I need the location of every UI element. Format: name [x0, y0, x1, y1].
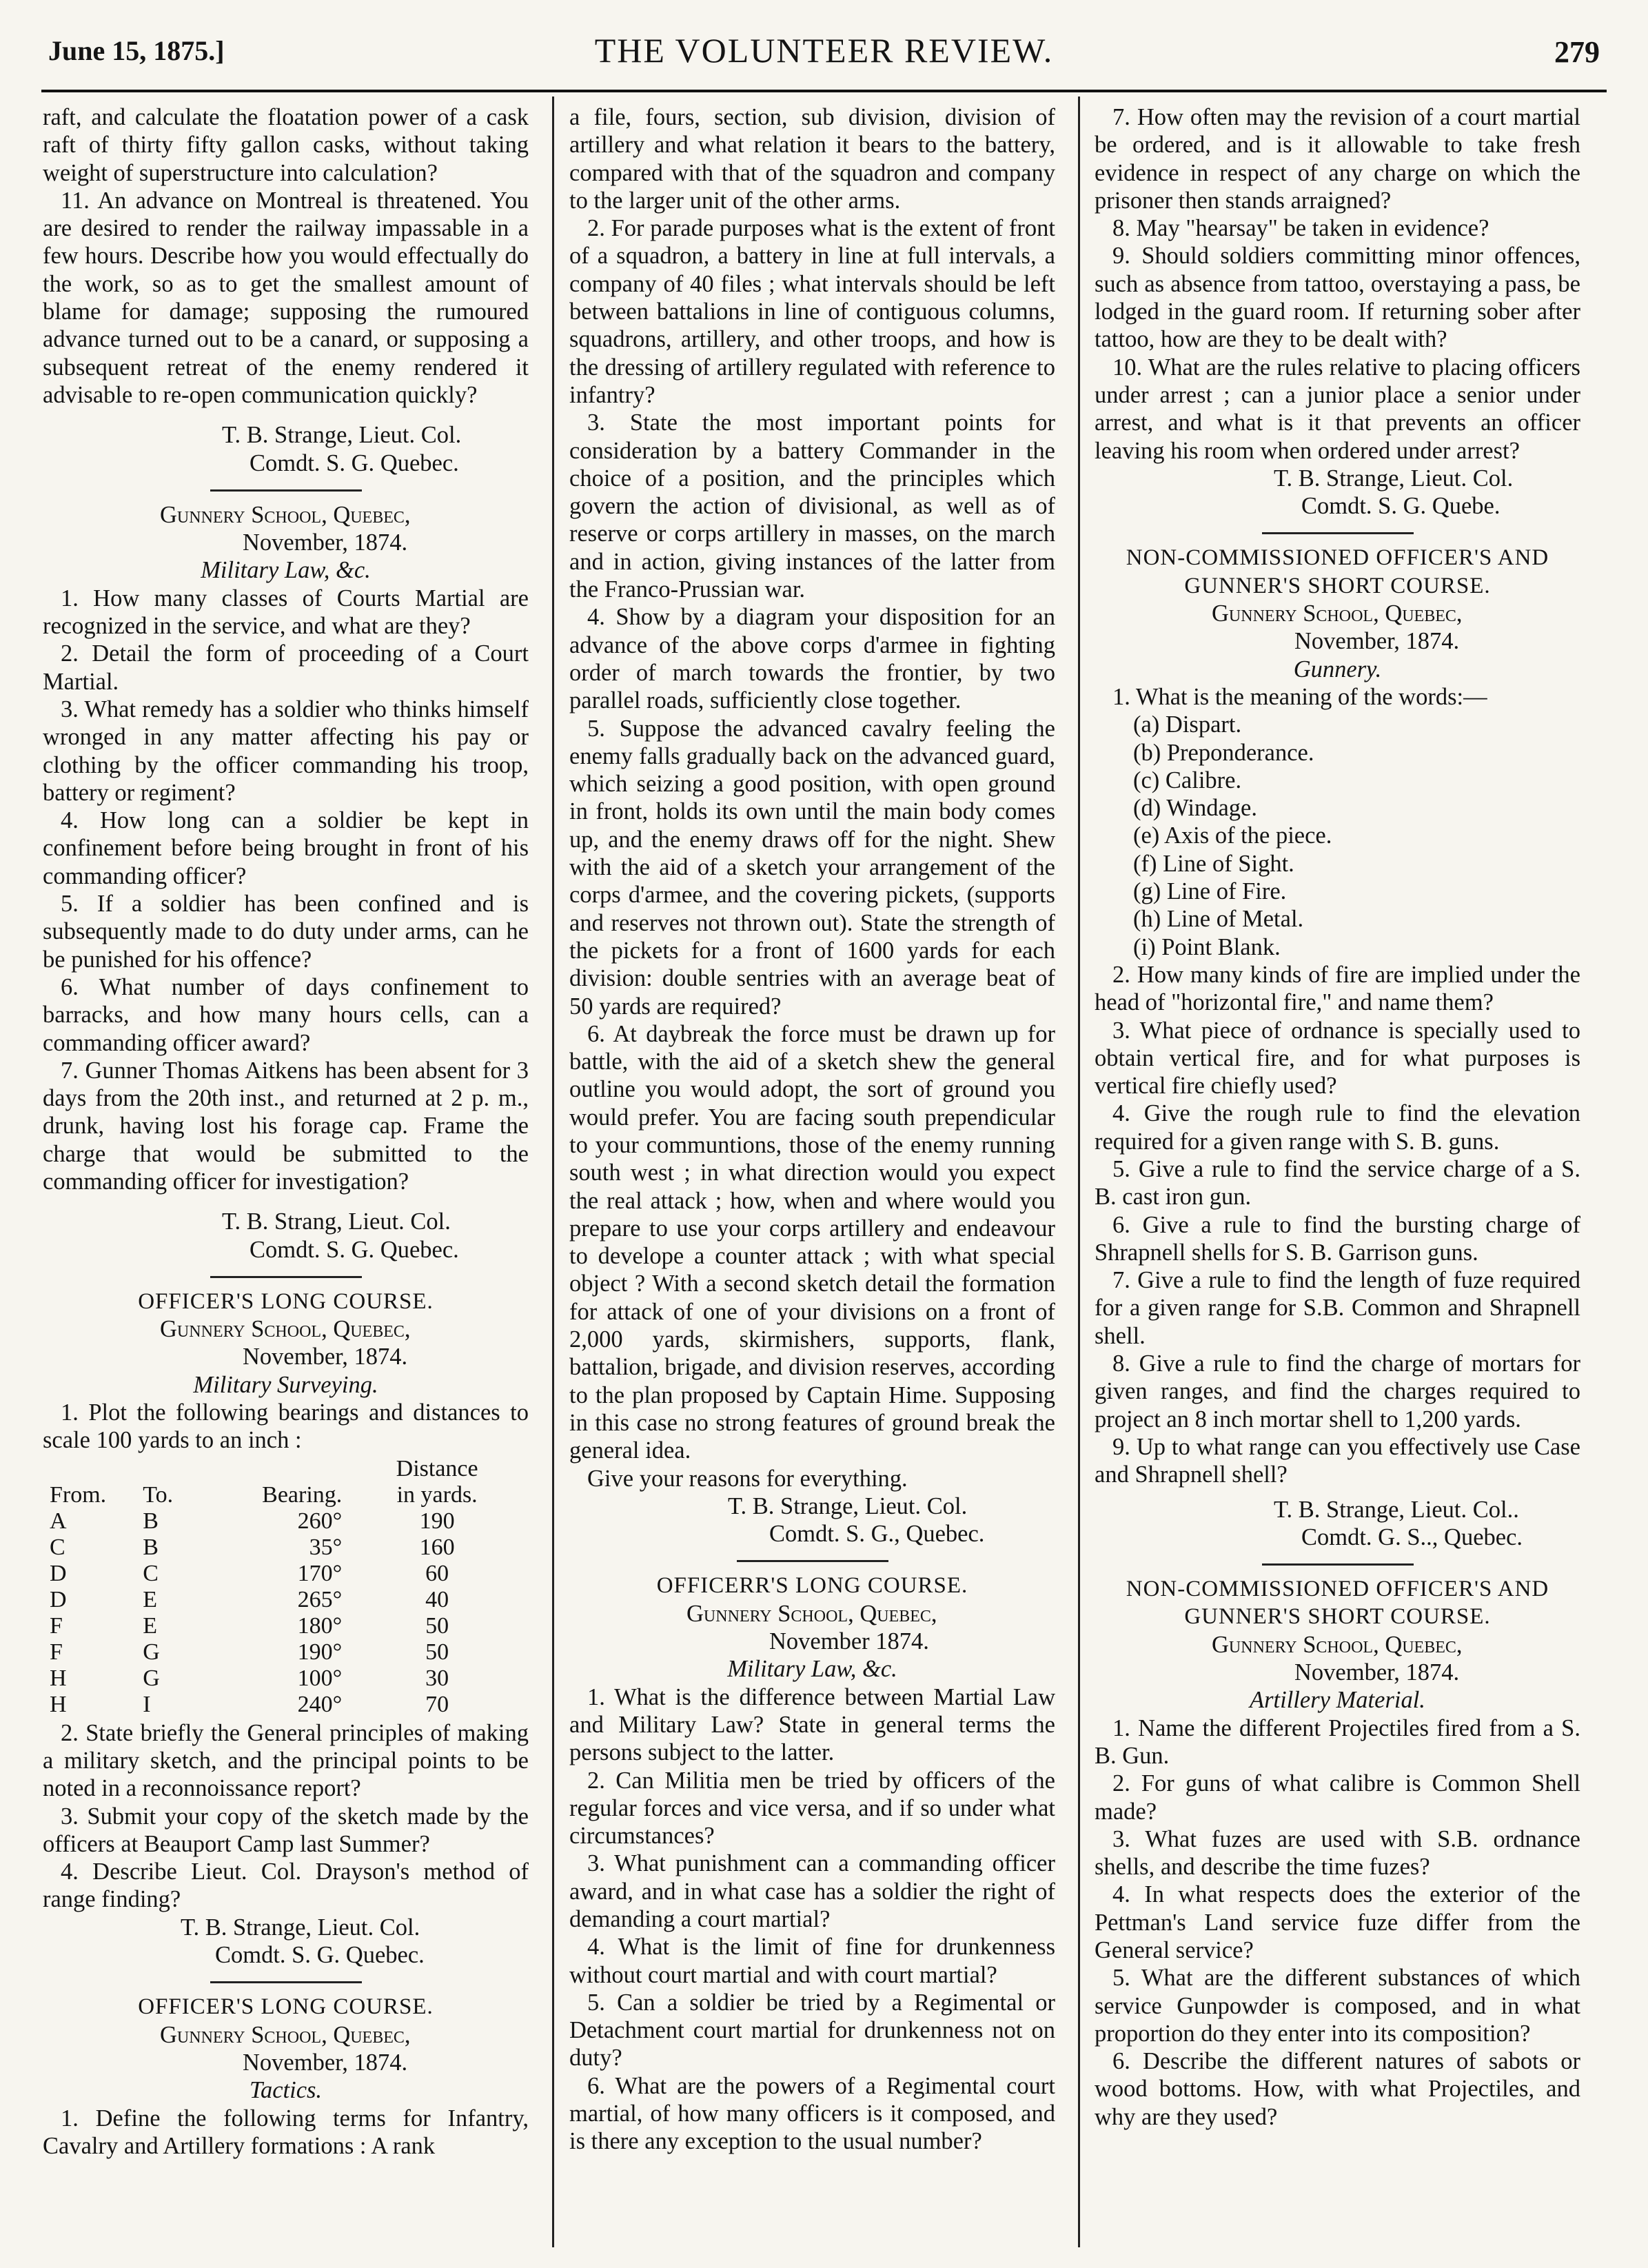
section-heading: OFFICERR'S LONG COURSE. [656, 1573, 968, 1599]
signature-name: T. B. Strange, Lieut. Col. [222, 422, 462, 449]
section-rule [737, 1560, 888, 1562]
list-item: (b) Preponderance. [1133, 739, 1314, 766]
section-rule [210, 489, 362, 492]
signature-name: T. B. Strange, Lieut. Col. [181, 1914, 420, 1941]
paragraph: Give your reasons for everything. [587, 1465, 908, 1492]
question: 5. If a soldier has been confined and is subsequently made to do duty under arms, can he be punished for his offence? [43, 891, 529, 973]
table-cell: 170° [297, 1560, 343, 1586]
column-header: From. [50, 1481, 107, 1508]
date-line: November, 1874. [243, 2049, 408, 2076]
question: 1. Define the following terms for Infantry, Cavalry and Artillery formations : A rank [43, 2105, 529, 2159]
column-header: To. [143, 1481, 174, 1508]
question: 4. Show by a diagram your disposition for an advance of the above corps d'armee in fighting order of march towards the frontier, by two parallel roads, sufficiently close together. [569, 604, 1055, 714]
table-cell: E [143, 1612, 157, 1639]
question: 2. Detail the form of proceeding of a Court Martial. [43, 640, 529, 695]
question: 5. Suppose the advanced cavalry feeling the enemy falls gradually back on the advanced guard, which seizing a good position, with open ground in front, holds its own until the main body comes up, and the enemy draws off for the night. Shew with the aid of a sketch your arrangement of the corps d'armee, and the covering pickets, (supports and reserves not thrown out). State the strength of the pickets for a front of 1600 yards for each division: double sentries with an average beat of 50 yards are required? [569, 715, 1055, 1020]
question: 1. Name the different Projectiles fired from a S. B. Gun. [1095, 1714, 1580, 1769]
table-row [50, 1639, 505, 1665]
table-row [50, 1587, 505, 1613]
table-cell: H [50, 1665, 67, 1691]
list-item: (i) Point Blank. [1133, 933, 1281, 960]
question: 7. How often may the revision of a court martial be ordered, and is it allowable to take fresh evidence in respect of any charge on which the prisoner then stands arraigned? [1095, 104, 1580, 214]
issue-date: June 15, 1875.] [48, 35, 225, 66]
date-line: November, 1874. [243, 529, 408, 556]
school-line: Gunnery School, Quebec, [160, 1316, 411, 1343]
section-subtitle: Tactics. [249, 2077, 323, 2104]
list-item: (c) Calibre. [1133, 767, 1242, 793]
table-cell: 35° [309, 1534, 343, 1560]
table-cell: 40 [425, 1586, 449, 1612]
section-subtitle: Military Law, &c. [201, 557, 371, 584]
table-cell: 50 [425, 1639, 449, 1665]
table-cell: 190 [419, 1508, 455, 1534]
column-header: in yards. [396, 1481, 478, 1508]
paragraph: raft, and calculate the floatation power of a cask raft of thirty fifty gallon casks, without taking weight of superstructure into calculation? [43, 104, 529, 186]
question: 1. Plot the following bearings and distances to scale 100 yards to an inch : [43, 1399, 529, 1454]
date-line: November, 1874. [1294, 1659, 1460, 1686]
list-item: (d) Windage. [1133, 795, 1257, 822]
list-item: (g) Line of Fire. [1133, 878, 1287, 905]
question: 1. What is the meaning of the words:— [1112, 683, 1487, 710]
table-cell: C [50, 1534, 65, 1560]
question: 2. Can Militia men be tried by officers of the regular forces and vice versa, and if so under what circumstances? [569, 1767, 1055, 1850]
column-1 [43, 103, 529, 2247]
signature-name: T. B. Strang, Lieut. Col. [222, 1208, 451, 1235]
table-cell: I [143, 1691, 151, 1717]
section-heading: NON-COMMISSIONED OFFICER'S AND GUNNER'S SHORT COURSE. [1126, 545, 1549, 598]
question: 5. Give a rule to find the service charge of a S. B. cast iron gun. [1095, 1155, 1580, 1211]
question: 3. Submit your copy of the sketch made by the officers at Beauport Camp last Summer? [43, 1803, 529, 1857]
question: 2. For guns of what calibre is Common Shell made? [1095, 1770, 1580, 1825]
signature-title: Comdt. S. G. Quebec. [250, 449, 459, 476]
page-number: 279 [1554, 35, 1600, 69]
signature-title: Comdt. S. G. Quebec. [215, 1942, 425, 1969]
list-item: (f) Line of Sight. [1133, 850, 1294, 877]
section-rule [1262, 1563, 1414, 1566]
table-cell: B [143, 1508, 159, 1534]
table-header-row [50, 1456, 505, 1482]
column-divider-2 [1078, 97, 1080, 2247]
question: 9. Up to what range can you effectively use Case and Shrapnell shell? [1095, 1433, 1580, 1488]
publication-title: THE VOLUNTEER REVIEW. [594, 31, 1054, 70]
signature-title: Comdt. S. G. Quebec. [250, 1236, 459, 1263]
list-item: (a) Dispart. [1133, 711, 1242, 738]
question: 5. What are the different substances of which service Gunpowder is composed, and in what proportion do they enter into its composition? [1095, 1965, 1580, 2047]
table-cell: 30 [425, 1665, 449, 1691]
table-cell: 180° [297, 1612, 343, 1639]
section-subtitle: Artillery Material. [1250, 1687, 1425, 1714]
question: 4. What is the limit of fine for drunkenness without court martial and with court martial? [569, 1934, 1055, 1988]
table-cell: E [143, 1586, 157, 1612]
column-header: Distance [396, 1455, 478, 1481]
table-cell: 60 [425, 1560, 449, 1586]
signature-name: T. B. Strange, Lieut. Col. [728, 1492, 968, 1519]
signature-name: T. B. Strange, Lieut. Col.. [1274, 1496, 1519, 1523]
table-cell: D [50, 1586, 67, 1612]
section-rule [1262, 532, 1414, 534]
table-cell: 70 [425, 1691, 449, 1717]
table-row [50, 1535, 505, 1561]
question: 9. Should soldiers committing minor offences, such as absence from tattoo, overstaying a pass, be lodged in the guard room. If returning sober after tattoo, how are they to be dealt with? [1095, 243, 1580, 353]
table-cell: A [50, 1508, 67, 1534]
section-heading: NON-COMMISSIONED OFFICER'S AND GUNNER'S SHORT COURSE. [1126, 1577, 1549, 1630]
question: 8. Give a rule to find the charge of mortars for given ranges, and find the charges required to project an 8 inch mortar shell to 1,200 yards. [1095, 1350, 1580, 1432]
question: 3. What remedy has a soldier who thinks himself wronged in any matter affecting his pay or clothing by the officer commanding his troop, battery or regiment? [43, 696, 529, 806]
question: 11. An advance on Montreal is threatened. You are desired to render the railway impassable in a few hours. Describe how you would effectually do the work, so as to get the smallest amount of blame for damage; supposing the rumoured advance turned out to be a canard, or supposing a subsequent retreat of the enemy rendered it advisable to re-open communication quickly? [43, 187, 529, 408]
table-row [50, 1613, 505, 1639]
question: 7. Give a rule to find the length of fuze required for a given range for S.B. Common and Shrapnell shell. [1095, 1267, 1580, 1349]
table-cell: F [50, 1612, 63, 1639]
table-cell: 100° [297, 1665, 343, 1691]
section-heading: OFFICER'S LONG COURSE. [138, 1288, 434, 1314]
signature-title: Comdt. S. G. Quebe. [1301, 493, 1501, 520]
question: 4. Describe Lieut. Col. Drayson's method of range finding? [43, 1859, 529, 1913]
question: 2. How many kinds of fire are implied under the head of "horizontal fire," and name them? [1095, 961, 1580, 1016]
signature-title: Comdt. G. S.., Quebec. [1301, 1523, 1523, 1550]
question: 2. For parade purposes what is the extent of front of a squadron, a battery in line at full intervals, a company of 40 files ; what intervals should be left between battalions in line of contiguous columns, squadrons, artillery, and other troops, and how is the dressing of artillery regulated with reference to infantry? [569, 215, 1055, 408]
table-cell: B [143, 1534, 159, 1560]
table-cell: 50 [425, 1612, 449, 1639]
section-subtitle: Military Law, &c. [727, 1656, 897, 1683]
question: 3. State the most important points for consideration by a battery Commander in the choice of a position, and the principles which govern the action of divisional, as well as of reserve or corps artillery in masses, on the march and in action, giving instances of the latter from the Franco-Prussian war. [569, 409, 1055, 603]
question: 4. How long can a soldier be kept in confinement before being brought in front of his commanding officer? [43, 807, 529, 889]
table-cell: H [50, 1691, 67, 1717]
header-rule [41, 90, 1607, 92]
bearings-table [50, 1456, 505, 1718]
school-line: Gunnery School, Quebec, [1212, 600, 1463, 627]
question: 4. In what respects does the exterior of the Pettman's Land service fuze differ from the General service? [1095, 1881, 1580, 1963]
table-cell: G [143, 1639, 160, 1665]
table-cell: 260° [297, 1508, 343, 1534]
section-rule [210, 1981, 362, 1983]
paragraph: a file, fours, section, sub division, division of artillery and what relation it bears to the battery, compared with that of the squadron and company to the larger unit of the other arms. [569, 104, 1055, 214]
question: 6. Describe the different natures of sabots or wood bottoms. How, with what Projectiles, and why are they used? [1095, 2048, 1580, 2130]
date-line: November, 1874. [243, 1344, 408, 1370]
school-line: Gunnery School, Quebec, [686, 1600, 937, 1627]
question: 10. What are the rules relative to placing officers under arrest ; can a junior place a senior under arrest, and what is it that prevents an officer leaving his room when ordered under arrest? [1095, 354, 1580, 464]
table-cell: 160 [419, 1534, 455, 1560]
table-cell: 190° [297, 1639, 343, 1665]
question: 1. What is the difference between Martial Law and Military Law? State in general terms the persons subject to the latter. [569, 1683, 1055, 1766]
table-cell: F [50, 1639, 63, 1665]
section-subtitle: Gunnery. [1293, 656, 1382, 682]
question: 6. Give a rule to find the bursting charge of Shrapnell shells for S. B. Garrison guns. [1095, 1211, 1580, 1266]
table-cell: C [143, 1560, 159, 1586]
column-divider-1 [552, 97, 554, 2247]
section-rule [210, 1276, 362, 1278]
table-header-row [50, 1482, 505, 1508]
column-3 [1095, 103, 1580, 2247]
question: 4. Give the rough rule to find the elevation required for a given range with S. B. guns. [1095, 1100, 1580, 1155]
question: 2. State briefly the General principles of making a military sketch, and the principal points to be noted in a reconnoissance report? [43, 1719, 529, 1802]
question: 6. What number of days confinement to barracks, and how many hours cells, can a commanding officer award? [43, 973, 529, 1056]
page-header [48, 28, 1600, 83]
table-cell: G [143, 1665, 160, 1691]
list-item: (h) Line of Metal. [1133, 906, 1304, 933]
question: 3. What piece of ordnance is specially used to obtain vertical fire, and for what purposes is vertical fire chiefly used? [1095, 1017, 1580, 1100]
question: 8. May "hearsay" be taken in evidence? [1112, 215, 1489, 242]
question: 6. What are the powers of a Regimental court martial, of how many officers is it composed, and is there any exception to the usual number? [569, 2072, 1055, 2155]
question: 5. Can a soldier be tried by a Regimental or Detachment court martial for drunkenness not on duty? [569, 1989, 1055, 2072]
school-line: Gunnery School, Quebec, [160, 2021, 411, 2048]
signature-title: Comdt. S. G., Quebec. [769, 1521, 985, 1548]
question: 7. Gunner Thomas Aitkens has been absent for 3 days from the 20th inst., and returned at 2 p. m., drunk, having lost his forage cap. Frame the charge that would be submitted to the commanding officer for investigation? [43, 1057, 529, 1195]
school-line: Gunnery School, Quebec, [1212, 1631, 1463, 1658]
table-row [50, 1692, 505, 1718]
table-cell: D [50, 1560, 67, 1586]
table-cell: 240° [297, 1691, 343, 1717]
table-row [50, 1561, 505, 1587]
question: 3. What fuzes are used with S.B. ordnance shells, and describe the time fuzes? [1095, 1825, 1580, 1881]
column-header: Bearing. [262, 1481, 343, 1508]
school-line: Gunnery School, Quebec, [160, 501, 411, 528]
question: 3. What punishment can a commanding officer award, and in what case has a soldier the right of demanding a court martial? [569, 1850, 1055, 1932]
table-row [50, 1665, 505, 1692]
signature-name: T. B. Strange, Lieut. Col. [1274, 465, 1514, 492]
section-heading: OFFICER'S LONG COURSE. [138, 1994, 434, 2020]
table-row [50, 1508, 505, 1535]
list-item: (e) Axis of the piece. [1133, 822, 1332, 849]
question: 6. At daybreak the force must be drawn up for battle, with the aid of a sketch shew the general outline you would adopt, the sort of ground you would prefer. You are facing south prependicular to your communtions, those of the enemy running south west ; in what direction would you expect the real attack ; how, when and where would you prepare to use your corps artillery and endeavour to develope a counter attack ; with what special object ? With a second sketch detail the formation for attack of one of your divisions on a front of 2,000 yards, skirmishers, supports, flank, battalion, brigade, and division reserves, according to the plan proposed by Captain Hime. Supposing in this case no strong features of ground break the general idea. [569, 1020, 1055, 1464]
date-line: November 1874. [769, 1628, 929, 1655]
question: 1. How many classes of Courts Martial are recognized in the service, and what are they? [43, 585, 529, 640]
section-subtitle: Military Surveying. [193, 1371, 378, 1398]
date-line: November, 1874. [1294, 628, 1460, 655]
column-2 [569, 103, 1055, 2247]
table-cell: 265° [297, 1586, 343, 1612]
